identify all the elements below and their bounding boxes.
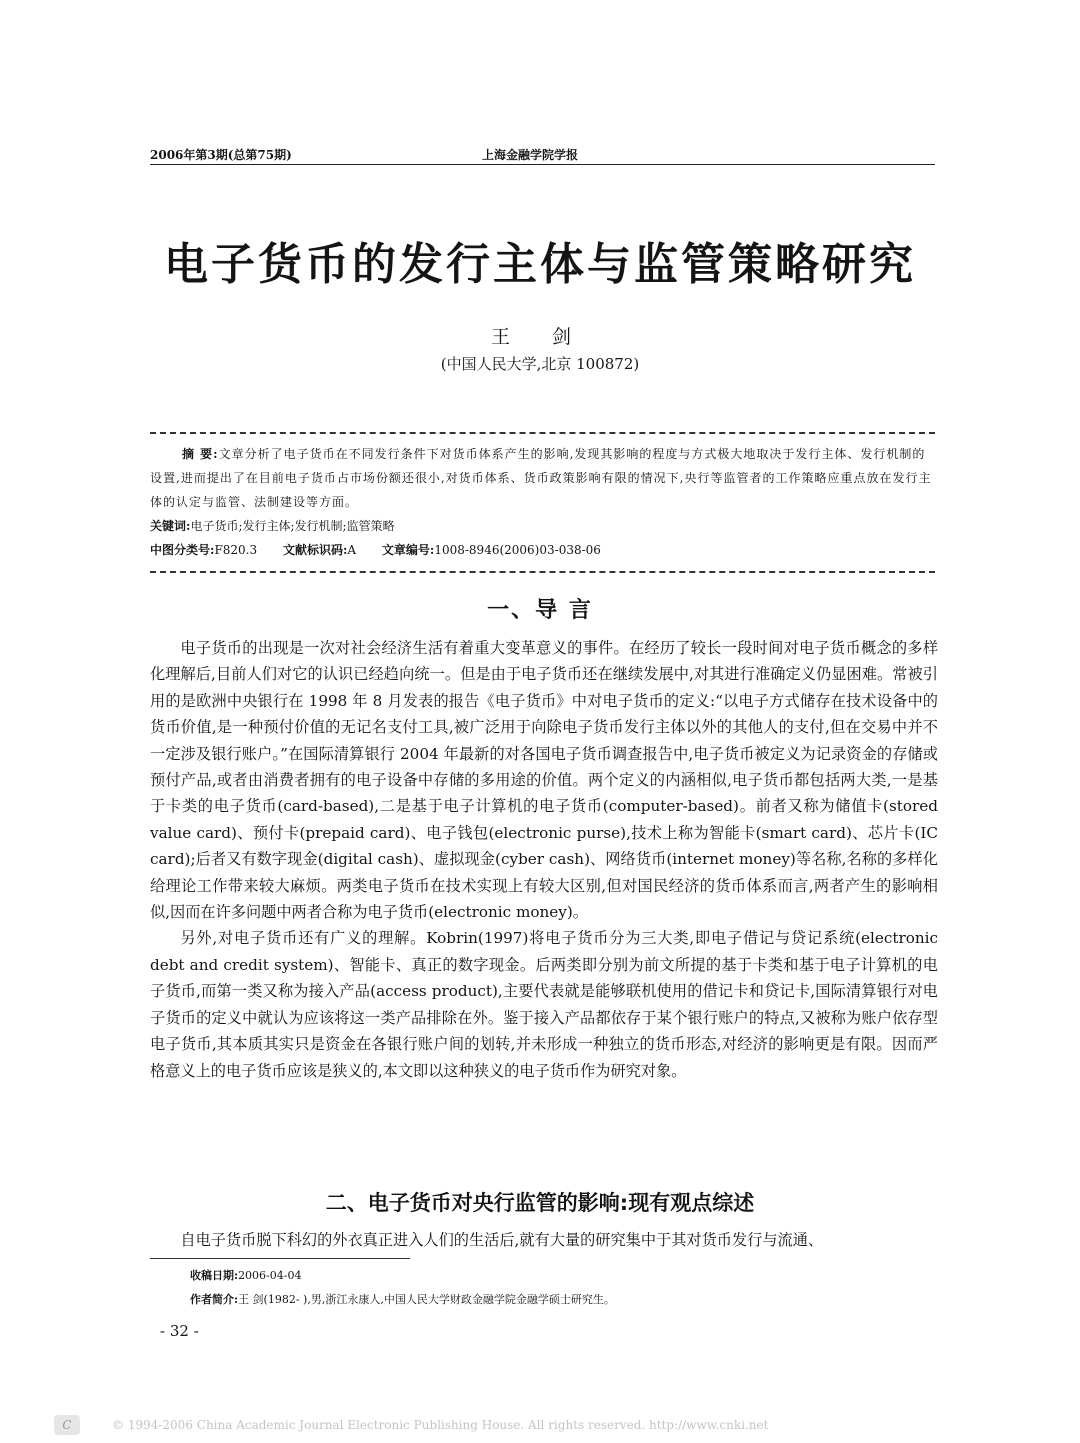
keywords-label: 关键词: <box>150 519 191 533</box>
section-heading-review: 二、电子货币对央行监管的影响:现有观点综述 <box>325 1191 755 1215</box>
introduction-body <box>150 635 938 1084</box>
received-date: 收稿日期:2006-04-04 <box>190 1269 302 1282</box>
keywords-value: 电子货币;发行主体;发行机制;监管策略 <box>190 519 395 533</box>
document-code: 文献标识码:A <box>282 543 357 557</box>
body-paragraph: 另外,对电子货币还有广义的理解。Kobrin(1997)将电子货币分为三大类,即电子借记与贷记系统(electronic debt and credit system)、智能卡、真正的数字现金。后两类即分别为前文所提的基于卡类和基于电子计算机的电子货币,而第一类又称为接入产品(access product),主要代表就是能够联机使用的借记卡和贷记卡,国际清算银行对电子货币的定义中就认为应该将这一类产品排除在外。鉴于接入产品都依存于某个银行账户的特点,又被称为账户依存型电子货币,其本质其实只是资金在各银行账户间的划转,并未形成一种独立的货币形态,对经济的影响更是有限。因而严格意义上的电子货币应该是狭义的,本文即以这种狭义的电子货币作为研究对象。 <box>150 929 938 1080</box>
abstract-paragraph <box>150 442 935 514</box>
running-header <box>150 143 935 165</box>
cnki-logo-icon: C <box>54 1415 80 1435</box>
body-paragraph: 自电子货币脱下科幻的外衣真正进入人们的生活后,就有大量的研究集中于其对货币发行与流通、 <box>180 1231 824 1249</box>
clc-code: 中图分类号:F820.3 <box>150 543 258 557</box>
keywords-line <box>150 514 935 538</box>
author-name: 王 剑 <box>490 326 590 348</box>
abstract-bottom-rule <box>150 571 935 573</box>
abstract-text: 文章分析了电子货币在不同发行条件下对货币体系产生的影响,发现其影响的程度与方式极大地取决于发行主体、发行机制的设置,进而提出了在目前电子货币占市场份额还很小,对货币体系、货币政策影响有限的情况下,央行等监管者的工作策略应重点放在发行主体的认定与监管、法制建设等方面。 <box>150 447 932 509</box>
author-affiliation: (中国人民大学,北京 100872) <box>440 355 640 373</box>
footnotes <box>150 1258 935 1316</box>
abstract-top-rule <box>150 432 935 434</box>
issue-info: 2006年第3期(总第75期) <box>150 148 292 162</box>
section-heading-introduction: 一、导 言 <box>487 598 593 623</box>
abstract-label: 摘 要: <box>182 447 219 461</box>
body-paragraph: 电子货币的出现是一次对社会经济生活有着重大变革意义的事件。在经历了较长一段时间对电子货币概念的多样化理解后,目前人们对它的认识已经趋向统一。但是由于电子货币还在继续发展中,对其进行准确定义仍显困难。常被引用的是欧洲中央银行在 1998 年 8 月发表的报告《电子货币》中对电子货币的定义:“以电子方式储存在技术设备中的货币价值,是一种预付价值的无记名支付工具,被广泛用于向除电子货币发行主体以外的其他人的支付,但在交易中并不一定涉及银行账户。”在国际清算银行 2004 年最新的对各国电子货币调查报告中,电子货币被定义为记录资金的存储或预付产品,或者由消费者拥有的电子设备中存储的多用途的价值。两个定义的内涵相似,电子货币都包括两大类,一是基于卡类的电子货币(card-based),二是基于电子计算机的电子货币(computer-based)。前者又称为储值卡(stored value card)、预付卡(prepaid card)、电子钱包(electronic purse),技术上称为智能卡(smart card)、芯片卡(IC card);后者又有数字现金(digital cash)、虚拟现金(cyber cash)、网络货币(internet money)等名称,名称的多样化给理论工作带来较大麻烦。两类电子货币在技术实现上有较大区别,但对国民经济的货币体系而言,两者产生的影响相似,因而在许多问题中两者合称为电子货币(electronic money)。 <box>150 639 938 922</box>
article-title: 电子货币的发行主体与监管策略研究 <box>164 239 916 290</box>
author-bio: 作者简介:王 剑(1982- ),男,浙江永康人,中国人民大学财政金融学院金融学硕士研究生。 <box>190 1293 615 1306</box>
copyright-watermark: © 1994-2006 China Academic Journal Electronic Publishing House. All rights reserved. http://www.cnki.net <box>112 1418 769 1432</box>
review-body <box>150 1227 938 1253</box>
article-number: 文章编号:1008-8946(2006)03-038-06 <box>381 543 601 557</box>
journal-name: 上海金融学院学报 <box>482 148 579 162</box>
page-number: - 32 - <box>160 1322 199 1340</box>
footnote-rule <box>150 1258 410 1259</box>
classification-line <box>150 538 935 562</box>
abstract-block <box>150 442 935 562</box>
header-rule <box>150 164 935 165</box>
